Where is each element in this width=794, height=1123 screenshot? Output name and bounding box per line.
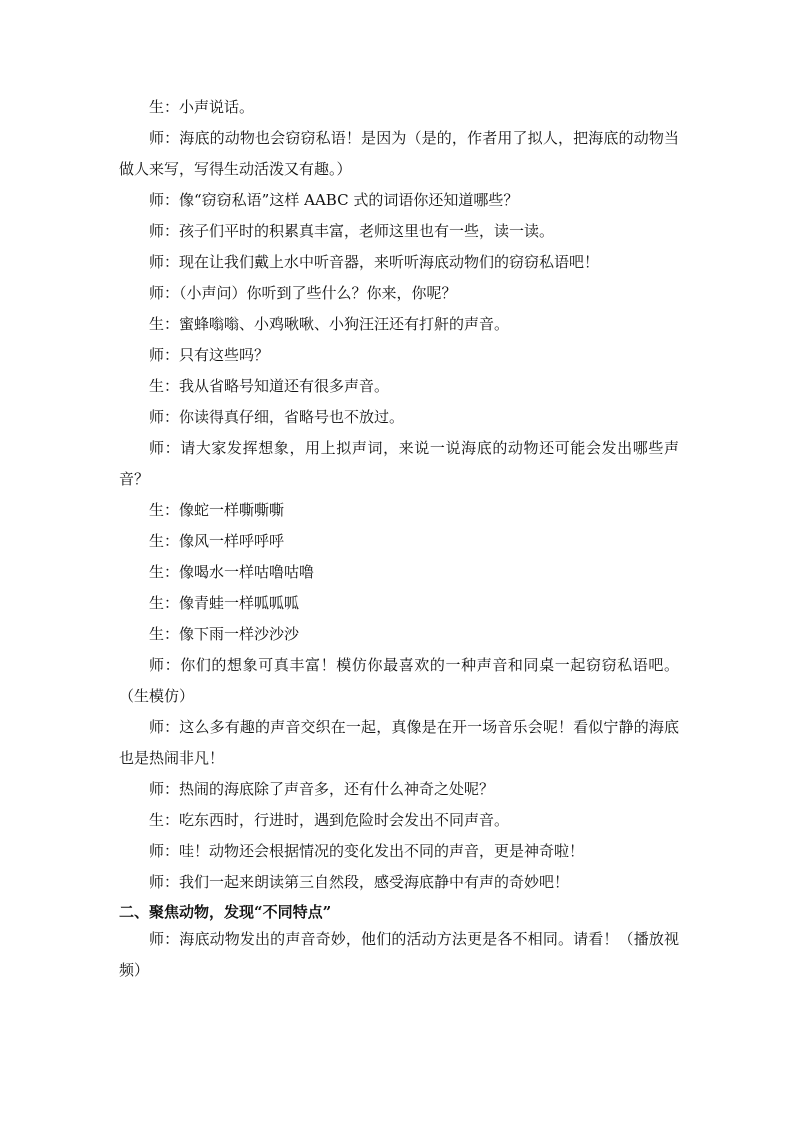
paragraph: 生：像蛇一样嘶嘶嘶 [149,501,285,519]
paragraph: 师：海底动物发出的声音奇妙，他们的活动方法更是各不相同。请看！（播放视频） [119,930,679,979]
paragraph: 师：哇！动物还会根据情况的变化发出不同的声音，更是神奇啦！ [149,842,585,860]
paragraph: 师：像“窃窃私语”这样 AABC 式的词语你还知道哪些？ [149,191,519,209]
paragraph: 生：像风一样呼呼呼 [149,532,285,550]
paragraph: 生：蜜蜂嗡嗡、小鸡啾啾、小狗汪汪还有打鼾的声音。 [149,315,510,333]
paragraph: 师：现在让我们戴上水中听音器，来听听海底动物们的窃窃私语吧！ [149,253,600,271]
paragraph: 师：（小声问）你听到了些什么？你来，你呢？ [149,284,457,302]
paragraph: 师：你读得真仔细，省略号也不放过。 [149,408,405,426]
section-heading: 二、聚焦动物，发现“不同特点” [119,903,332,921]
paragraph: 师：这么多有趣的声音交织在一起，真像是在开一场音乐会呢！看似宁静的海底也是热闹非凡！ [119,718,679,767]
paragraph: 生：我从省略号知道还有很多声音。 [149,377,390,395]
paragraph: 师：只有这些吗？ [149,346,270,364]
paragraph: 生：像青蛙一样呱呱呱 [149,594,300,612]
paragraph: 生：像下雨一样沙沙沙 [149,625,300,643]
paragraph: 生：像喝水一样咕噜咕噜 [149,563,315,581]
paragraph: 师：孩子们平时的积累真丰富，老师这里也有一些，读一读。 [149,222,555,240]
paragraph: 师：热闹的海底除了声音多，还有什么神奇之处呢？ [149,780,495,798]
paragraph: 师：请大家发挥想象，用上拟声词，来说一说海底的动物还可能会发出哪些声音？ [119,439,679,488]
paragraph: 师：我们一起来朗读第三自然段，感受海底静中有声的奇妙吧！ [149,873,570,891]
paragraph: 师：你们的想象可真丰富！模仿你最喜欢的一种声音和同桌一起窃窃私语吧。（生模仿） [119,656,679,705]
document-body [119,92,679,986]
paragraph: 生：小声说话。 [149,98,255,116]
paragraph: 师：海底的动物也会窃窃私语！是因为（是的，作者用了拟人，把海底的动物当做人来写，写得生动活泼又有趣。） [119,129,679,178]
paragraph: 生：吃东西时，行进时，遇到危险时会发出不同声音。 [149,811,510,829]
